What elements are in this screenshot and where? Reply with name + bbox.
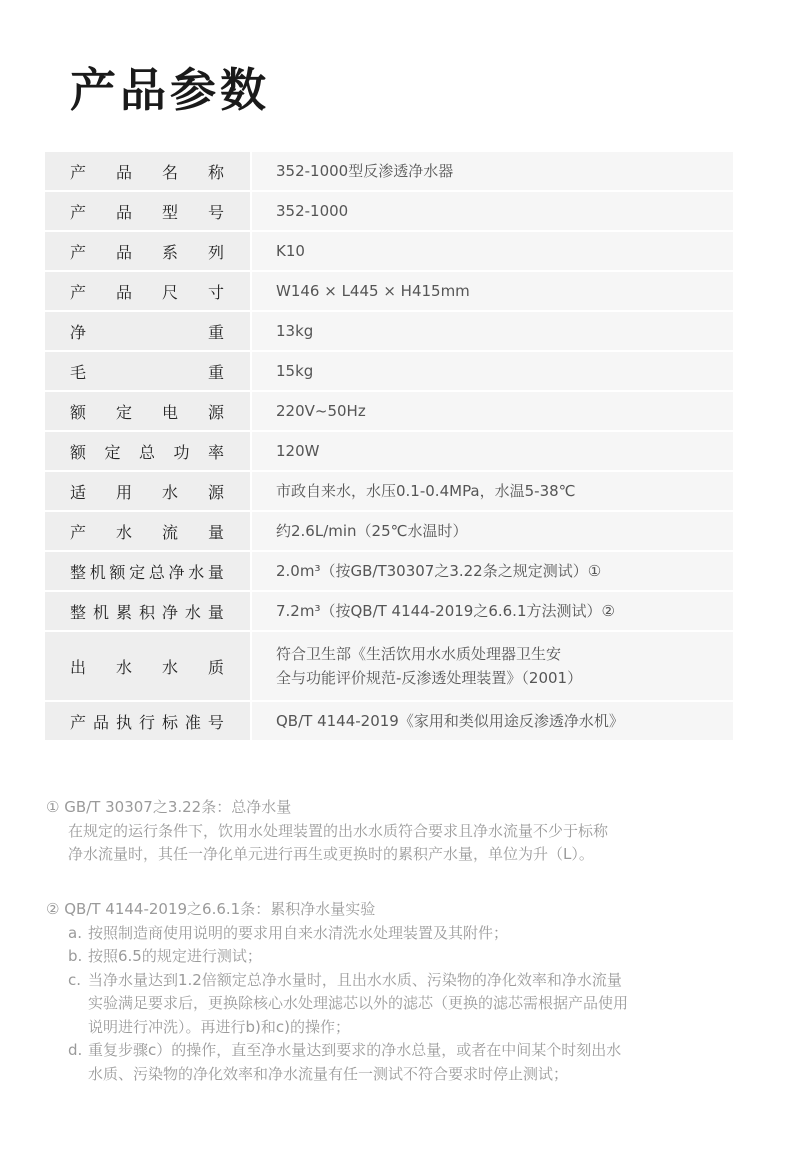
spec-label-char: 产 <box>70 282 87 302</box>
spec-label-char: 净 <box>70 322 87 342</box>
spec-label-char: 质 <box>207 657 224 677</box>
note-2 <box>46 898 746 1086</box>
spec-row <box>45 311 733 351</box>
spec-label-char: 净 <box>161 602 178 622</box>
spec-label-char: 净 <box>168 562 185 582</box>
spec-label-char: 水 <box>161 657 178 677</box>
spec-label-char: 标 <box>161 712 178 732</box>
spec-value <box>252 631 733 701</box>
spec-label <box>45 701 250 741</box>
spec-label-char: 量 <box>207 562 224 582</box>
spec-row <box>45 471 733 511</box>
spec-label-char: 产 <box>70 242 87 262</box>
spec-value <box>252 152 733 191</box>
spec-value <box>252 701 733 741</box>
note-2-item <box>46 1039 746 1086</box>
spec-label-char: 号 <box>207 202 224 222</box>
spec-value <box>252 351 733 391</box>
spec-label-char: 出 <box>70 657 87 677</box>
spec-value-line: W146 × L445 × H415mm <box>276 282 470 300</box>
spec-label-char: 产 <box>70 712 87 732</box>
spec-row <box>45 701 733 741</box>
spec-value-line: 352-1000 <box>276 202 349 220</box>
spec-label-char: 源 <box>207 402 224 422</box>
spec-value-line: 7.2m³（按QB/T 4144-2019之6.6.1方法测试）② <box>276 602 615 620</box>
spec-label-char: 毛 <box>70 362 87 382</box>
spec-label-char: 积 <box>138 602 155 622</box>
spec-label-char: 适 <box>70 482 87 502</box>
spec-label-char: 水 <box>161 482 178 502</box>
spec-label-char: 电 <box>161 402 178 422</box>
spec-value <box>252 231 733 271</box>
spec-label-char: 水 <box>184 602 201 622</box>
note-2-item-text <box>88 1039 746 1086</box>
spec-label <box>45 551 250 591</box>
spec-label-char: 整 <box>70 602 87 622</box>
spec-label-char: 列 <box>207 242 224 262</box>
spec-value-line: 约2.6L/min（25℃水温时） <box>276 522 468 540</box>
spec-label-char: 总 <box>148 562 165 582</box>
spec-label-char: 水 <box>188 562 205 582</box>
note-2-item-line: 重复步骤c）的操作，直至净水量达到要求的净水总量，或者在中间某个时刻出水 <box>88 1041 622 1059</box>
spec-label-char: 源 <box>207 482 224 502</box>
spec-value <box>252 471 733 511</box>
spec-label <box>45 431 250 471</box>
spec-label-char: 尺 <box>161 282 178 302</box>
spec-label-char: 水 <box>115 657 132 677</box>
spec-value <box>252 591 733 631</box>
note-1-line: 在规定的运行条件下，饮用水处理装置的出水水质符合要求且净水流量不少于标称 <box>68 821 609 840</box>
note-1-line: 净水流量时，其任一净化单元进行再生或更换时的累积产水量，单位为升（L）。 <box>68 845 594 863</box>
spec-label-char: 品 <box>115 242 132 262</box>
note-2-item-line: 水质、污染物的净化效率和净水流量有任一测试不符合要求时停止测试； <box>88 1064 569 1083</box>
note-2-item-line: 按照制造商使用说明的要求用自来水清洗水处理装置及其附件； <box>88 923 509 942</box>
spec-label <box>45 271 250 311</box>
spec-label-char: 执 <box>115 712 132 732</box>
spec-label <box>45 511 250 551</box>
spec-value <box>252 511 733 551</box>
spec-label-char: 额 <box>109 562 126 582</box>
note-2-item-text <box>88 945 746 969</box>
note-2-item <box>46 922 746 946</box>
spec-value-line: K10 <box>276 242 305 260</box>
spec-label-char: 定 <box>104 442 121 462</box>
spec-value-line: 符合卫生部《生活饮用水水质处理器卫生安 <box>276 645 562 663</box>
note-2-item-line: 当净水量达到1.2倍额定总净水量时，且出水水质、污染物的净化效率和净水流量 <box>88 970 622 989</box>
note-2-item <box>46 945 746 969</box>
spec-label-char: 流 <box>161 522 178 542</box>
note-2-item-line: 说明进行冲洗）。再进行b)和c)的操作； <box>88 1017 350 1036</box>
spec-label-char: 总 <box>138 442 155 462</box>
spec-label <box>45 591 250 631</box>
spec-label <box>45 631 250 701</box>
spec-value-line: 市政自来水，水压0.1-0.4MPa，水温5-38℃ <box>276 482 576 500</box>
spec-label-char: 系 <box>161 242 178 262</box>
spec-label-char: 产 <box>70 162 87 182</box>
page-title: 产品参数 <box>70 63 270 117</box>
spec-label-char: 累 <box>115 602 132 622</box>
spec-label-char: 整 <box>70 562 87 582</box>
spec-value <box>252 271 733 311</box>
spec-row <box>45 271 733 311</box>
spec-label-char: 名 <box>161 162 178 182</box>
spec-value-line: 352-1000型反渗透净水器 <box>276 162 454 180</box>
spec-row <box>45 551 733 591</box>
note-1-title: ① GB/T 30307之3.22条：总净水量 <box>46 798 292 816</box>
spec-label-char: 机 <box>89 562 106 582</box>
spec-label-char: 重 <box>207 322 224 342</box>
spec-value <box>252 391 733 431</box>
spec-value <box>252 431 733 471</box>
spec-value-line: QB/T 4144-2019《家用和类似用途反渗透净水机》 <box>276 712 624 730</box>
spec-label-char: 量 <box>207 602 224 622</box>
spec-row <box>45 351 733 391</box>
spec-row <box>45 631 733 701</box>
note-2-item-marker: b. <box>68 947 83 965</box>
spec-label <box>45 311 250 351</box>
spec-row <box>45 391 733 431</box>
spec-row <box>45 191 733 231</box>
note-1 <box>46 796 746 867</box>
spec-label-char: 率 <box>207 442 224 462</box>
spec-label-char: 称 <box>207 162 224 182</box>
spec-label-char: 重 <box>207 362 224 382</box>
spec-value-line: 120W <box>276 442 320 460</box>
note-2-item-text <box>88 922 746 946</box>
spec-label-char: 量 <box>207 522 224 542</box>
spec-label-char: 额 <box>70 442 87 462</box>
spec-label-char: 型 <box>161 202 178 222</box>
spec-label-char: 用 <box>115 482 132 502</box>
spec-label-char: 产 <box>70 202 87 222</box>
spec-row <box>45 511 733 551</box>
spec-label-char: 寸 <box>207 282 224 302</box>
spec-label-char: 号 <box>207 712 224 732</box>
spec-label <box>45 231 250 271</box>
note-2-item-text <box>88 969 746 1040</box>
spec-label-char: 品 <box>115 162 132 182</box>
spec-row <box>45 431 733 471</box>
spec-value <box>252 311 733 351</box>
spec-value <box>252 551 733 591</box>
spec-label-char: 品 <box>92 712 109 732</box>
spec-value <box>252 191 733 231</box>
spec-label-char: 品 <box>115 282 132 302</box>
spec-label-char: 水 <box>115 522 132 542</box>
spec-value-line: 13kg <box>276 322 314 340</box>
spec-label-char: 额 <box>70 402 87 422</box>
spec-label-char: 准 <box>184 712 201 732</box>
spec-row <box>45 152 733 191</box>
spec-label <box>45 471 250 511</box>
spec-table <box>45 152 733 742</box>
spec-value-line: 220V~50Hz <box>276 402 366 420</box>
spec-value-line: 15kg <box>276 362 314 380</box>
spec-label-char: 定 <box>129 562 146 582</box>
spec-row <box>45 231 733 271</box>
note-2-item-line: 按照6.5的规定进行测试； <box>88 947 262 965</box>
note-2-title: ② QB/T 4144-2019之6.6.1条：累积净水量实验 <box>46 900 376 918</box>
note-2-item-line: 实验满足要求后，更换除核心水处理滤芯以外的滤芯（更换的滤芯需根据产品使用 <box>88 994 629 1012</box>
spec-row <box>45 591 733 631</box>
spec-label-char: 机 <box>92 602 109 622</box>
spec-label <box>45 191 250 231</box>
spec-value-line: 全与功能评价规范-反渗透处理装置》（2001） <box>276 669 583 687</box>
spec-value-line: 2.0m³（按GB/T30307之3.22条之规定测试）① <box>276 562 602 580</box>
spec-label <box>45 152 250 191</box>
spec-label-char: 行 <box>138 712 155 732</box>
spec-label-char: 品 <box>115 202 132 222</box>
note-2-item <box>46 969 746 1040</box>
spec-label-char: 定 <box>115 402 132 422</box>
spec-label <box>45 391 250 431</box>
note-2-item-marker: c. <box>68 970 82 989</box>
spec-label <box>45 351 250 391</box>
note-2-item-marker: a. <box>68 923 82 942</box>
spec-label-char: 功 <box>173 442 190 462</box>
spec-label-char: 产 <box>70 522 87 542</box>
note-2-item-marker: d. <box>68 1041 83 1059</box>
